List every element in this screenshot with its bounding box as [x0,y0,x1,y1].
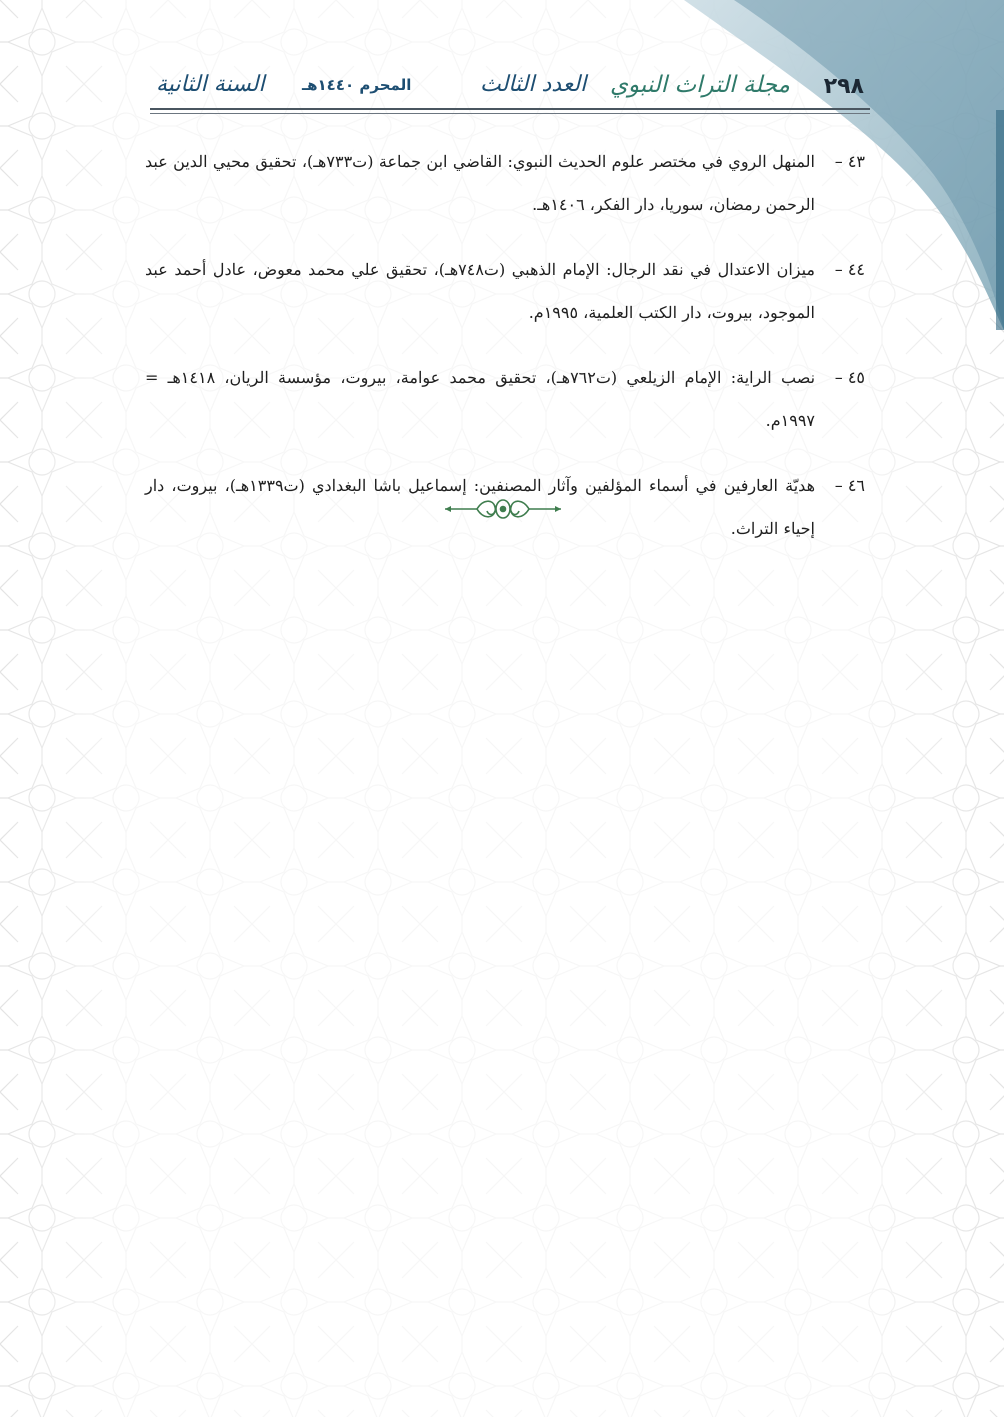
journal-title: مجلة التراث النبوي [610,72,790,98]
issue-date: المحرم ١٤٤٠هـ [302,76,412,94]
year-label: السنة الثانية [156,72,265,97]
page-number: ٢٩٨ [823,74,864,99]
reference-item [145,140,865,226]
page-header [150,60,870,110]
reference-number: ٤٤ – [834,260,865,279]
reference-item [145,356,865,442]
issue-label: العدد الثالث [480,72,587,97]
divider-ornament-icon [443,495,563,523]
header-rule [150,108,870,110]
reference-text: ميزان الاعتدال في نقد الرجال: الإمام الذهبي (ت٧٤٨هـ)، تحقيق علي محمد معوض، عادل أحمد عبد الموجود، بيروت، دار الكتب العلمية، ١٩٩٥م. [145,260,815,322]
reference-text: المنهل الروي في مختصر علوم الحديث النبوي: القاضي ابن جماعة (ت٧٣٣هـ)، تحقيق محيي الدين عبد الرحمن رمضان، سوريا، دار الفكر، ١٤٠٦هـ. [145,152,815,214]
reference-number: ٤٥ – [834,368,865,387]
header-rule-thin [150,113,870,114]
reference-text: نصب الراية: الإمام الزيلعي (ت٧٦٢هـ)، تحقيق محمد عوامة، بيروت، مؤسسة الريان، ١٤١٨هـ = ١٩٩٧م. [145,368,816,430]
reference-number: ٤٣ – [834,152,865,171]
reference-item [145,248,865,334]
reference-number: ٤٦ – [834,476,865,495]
reference-text: هديّة العارفين في أسماء المؤلفين وآثار المصنفين: إسماعيل باشا البغدادي (ت١٣٣٩هـ)، بيروت، دار إحياء التراث. [145,476,816,538]
